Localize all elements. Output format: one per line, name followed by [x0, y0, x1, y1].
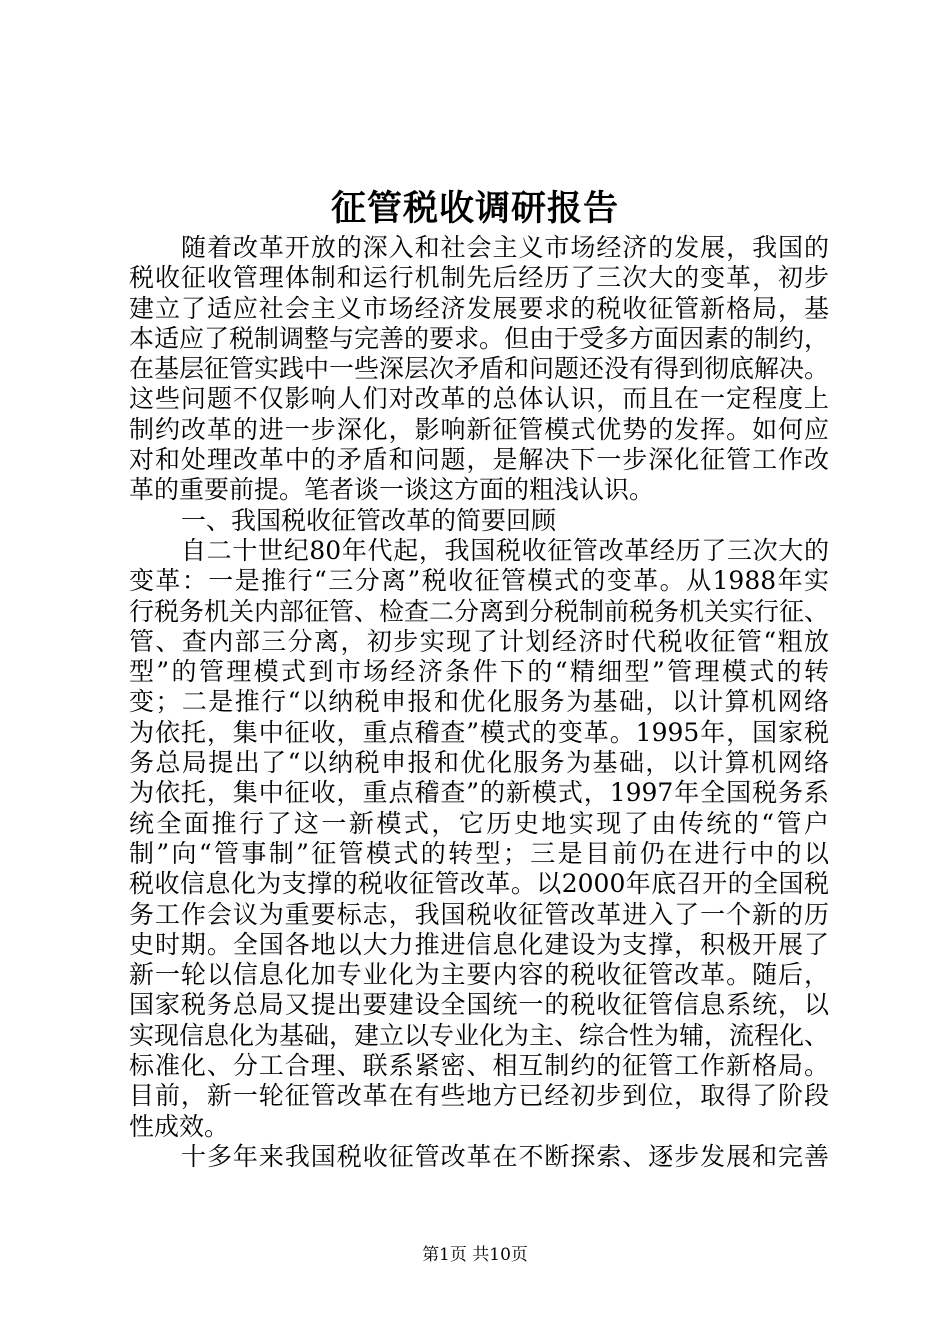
text-line: 革的重要前提。笔者谈一谈这方面的粗浅认识。: [129, 475, 655, 505]
text-line: 为依托，集中征收，重点稽查”的新模式，1997年全国税务系: [129, 778, 829, 808]
text-line: 本适应了税制调整与完善的要求。但由于受多方面因素的制约，: [129, 323, 830, 353]
document-body: [129, 233, 829, 1172]
text-line: 税收征收管理体制和运行机制先后经历了三次大的变革，初步: [129, 263, 829, 293]
text-line: 一、我国税收征管改革的简要回顾: [181, 505, 557, 535]
text-line: 统全面推行了这一新模式，它历史地实现了由传统的“管户: [129, 808, 829, 838]
text-line: 在基层征管实践中一些深层次矛盾和问题还没有得到彻底解决。: [129, 354, 830, 384]
page-footer: 第1页 共10页: [422, 1245, 528, 1265]
text-line: 随着改革开放的深入和社会主义市场经济的发展，我国的: [181, 233, 829, 262]
text-line: 制约改革的进一步深化，影响新征管模式优势的发挥。如何应: [129, 414, 829, 444]
text-line: 目前，新一轮征管改革在有些地方已经初步到位，取得了阶段: [129, 1081, 829, 1111]
text-line: 标准化、分工合理、联系紧密、相互制约的征管工作新格局。: [129, 1051, 829, 1081]
text-line: 为依托，集中征收，重点稽查”模式的变革。1995年，国家税: [129, 717, 829, 747]
text-line: 制”向“管事制”征管模式的转型；三是目前仍在进行中的以: [129, 838, 829, 868]
text-line: 管、查内部三分离，初步实现了计划经济时代税收征管“粗放: [129, 626, 829, 656]
text-line: 务总局提出了“以纳税申报和优化服务为基础，以计算机网络: [129, 748, 829, 778]
text-line: 十多年来我国税收征管改革在不断探索、逐步发展和完善: [181, 1141, 829, 1171]
text-line: 史时期。全国各地以大力推进信息化建设为支撑，积极开展了: [129, 929, 829, 959]
text-line: 行税务机关内部征管、检查二分离到分税制前税务机关实行征、: [129, 596, 830, 626]
text-line: 性成效。: [129, 1111, 230, 1141]
text-line: 建立了适应社会主义市场经济发展要求的税收征管新格局，基: [129, 293, 829, 323]
text-line: 新一轮以信息化加专业化为主要内容的税收征管改革。随后，: [129, 960, 829, 990]
text-line: 型”的管理模式到市场经济条件下的“精细型”管理模式的转: [129, 657, 829, 687]
text-line: 税收信息化为支撑的税收征管改革。以2000年底召开的全国税: [129, 869, 829, 899]
text-line: 这些问题不仅影响人们对改革的总体认识，而且在一定程度上: [129, 384, 829, 414]
text-line: 自二十世纪80年代起，我国税收征管改革经历了三次大的: [181, 535, 829, 565]
document-title: 征管税收调研报告: [330, 188, 619, 229]
text-line: 务工作会议为重要标志，我国税收征管改革进入了一个新的历: [129, 899, 829, 929]
text-line: 变；二是推行“以纳税申报和优化服务为基础，以计算机网络: [129, 687, 829, 717]
text-line: 国家税务总局又提出要建设全国统一的税收征管信息系统，以: [129, 990, 829, 1020]
text-line: 实现信息化为基础，建立以专业化为主、综合性为辅，流程化、: [129, 1020, 830, 1050]
text-line: 对和处理改革中的矛盾和问题，是解决下一步深化征管工作改: [129, 445, 829, 475]
text-line: 变革：一是推行“三分离”税收征管模式的变革。从1988年实: [129, 566, 829, 596]
